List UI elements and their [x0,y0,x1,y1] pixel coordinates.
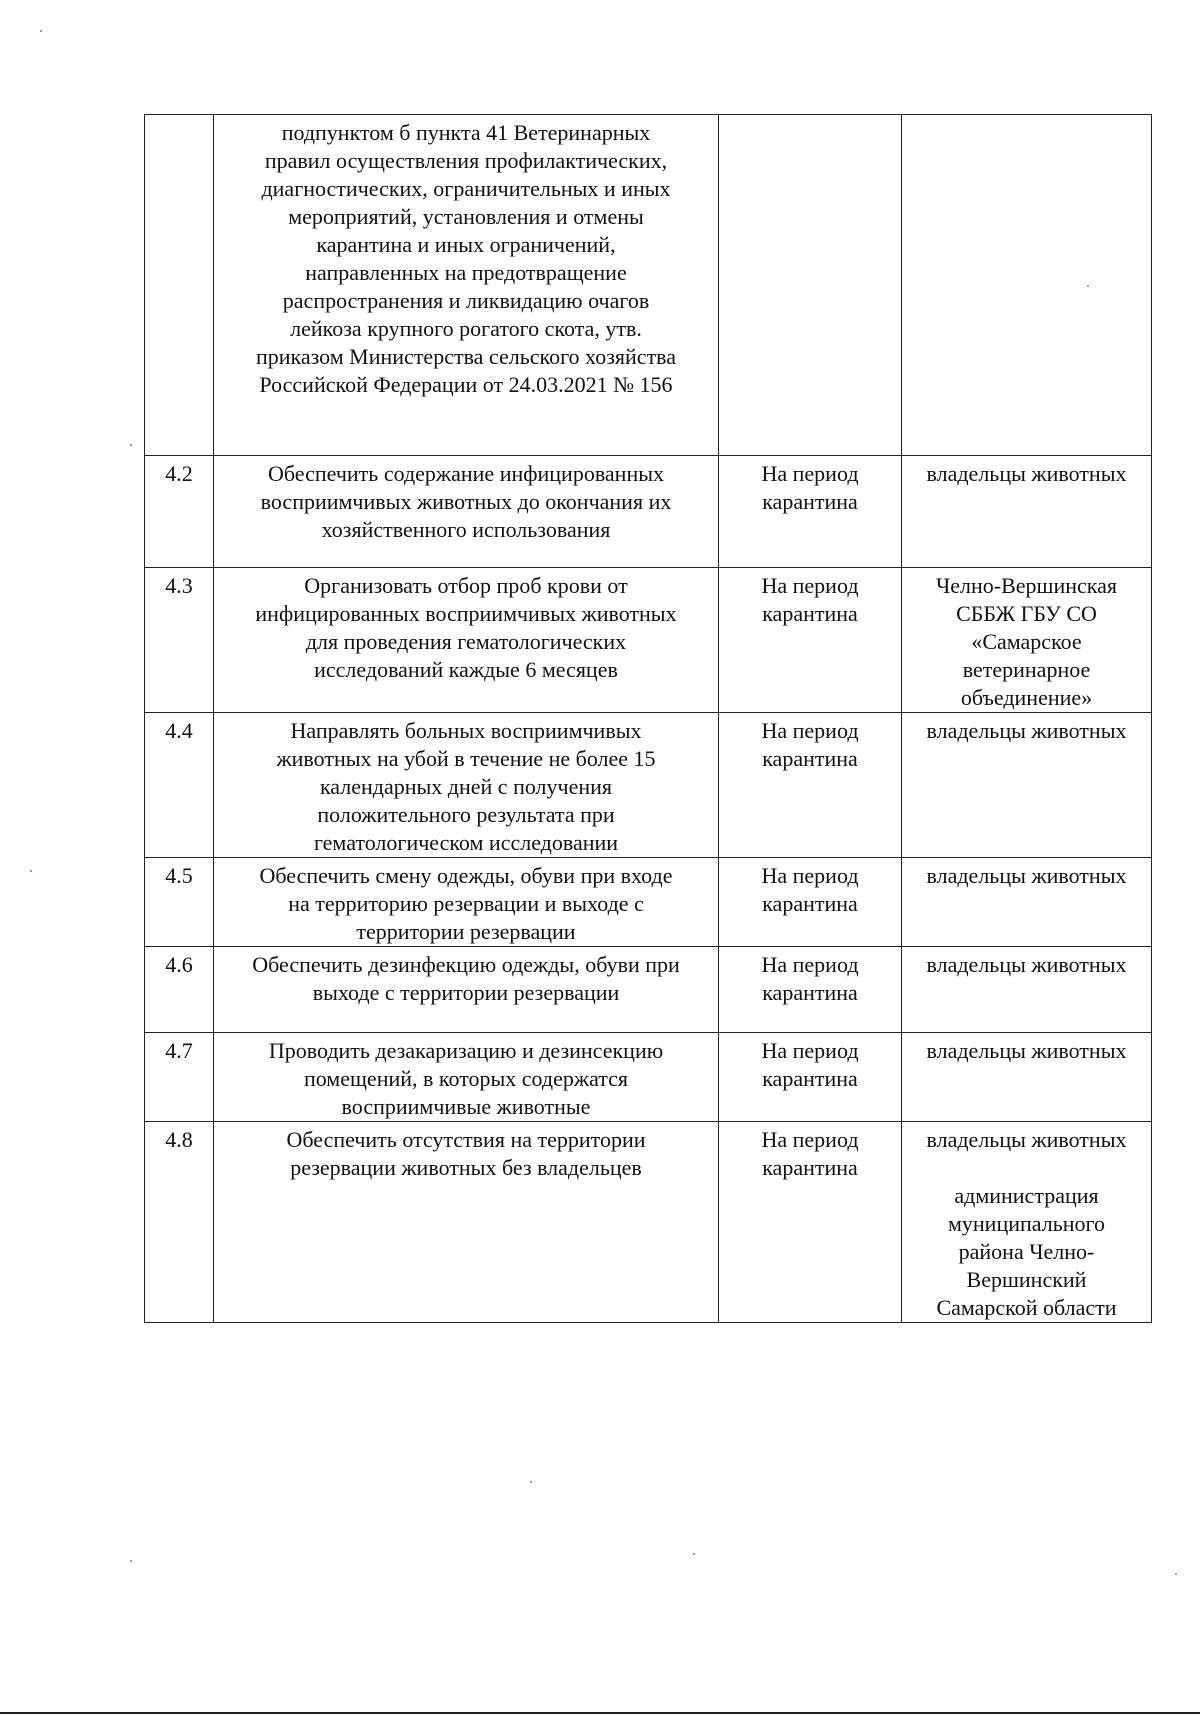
responsible-text: владельцы животных [902,947,1152,1033]
measures-table [144,114,1152,1323]
row-number [145,115,214,456]
scan-speck [130,1560,132,1562]
scan-speck [30,870,32,872]
measure-text: Проводить дезакаризацию и дезинсекцию помещений, в которых содержатся восприимчивые животные [214,1033,719,1122]
responsible-text: владельцы животных [902,713,1152,858]
responsible-text: Челно-Вершинская СББЖ ГБУ СО «Самарское ветеринарное объединение» [902,568,1152,713]
table-row [145,115,1152,456]
row-number: 4.4 [145,713,214,858]
responsible-text: владельцы животных [902,1033,1152,1122]
table-row [145,713,1152,858]
period-text: На период карантина [719,1122,902,1323]
row-number: 4.3 [145,568,214,713]
period-text: На период карантина [719,456,902,568]
row-number: 4.2 [145,456,214,568]
measure-text: Обеспечить отсутствия на территории резервации животных без владельцев [214,1122,719,1323]
measure-text: Обеспечить смену одежды, обуви при входе на территорию резервации и выходе с территории резервации [214,858,719,947]
table-row [145,1122,1152,1323]
row-number: 4.8 [145,1122,214,1323]
responsible-text: владельцы животных [902,858,1152,947]
row-number: 4.7 [145,1033,214,1122]
table-row [145,858,1152,947]
measure-text: Направлять больных восприимчивых животных на убой в течение не более 15 календарных дней с получения положительного результата при гематологическом исследовании [214,713,719,858]
row-number: 4.6 [145,947,214,1033]
period-text: На период карантина [719,1033,902,1122]
table-row [145,1033,1152,1122]
measure-text: Организовать отбор проб крови от инфицированных восприимчивых животных для проведения гематологических исследований каждые 6 месяцев [214,568,719,713]
scan-speck [530,1481,532,1483]
scan-speck [693,1553,695,1555]
scan-speck [1087,285,1089,287]
period-text: На период карантина [719,713,902,858]
period-text: На период карантина [719,858,902,947]
measure-text: Обеспечить содержание инфицированных восприимчивых животных до окончания их хозяйственного использования [214,456,719,568]
measure-text: Обеспечить дезинфекцию одежды, обуви при выходе с территории резервации [214,947,719,1033]
period-text: На период карантина [719,947,902,1033]
scan-speck [40,30,42,32]
scan-speck [1175,1573,1177,1575]
measure-text: подпунктом б пункта 41 Ветеринарных правил осуществления профилактических, диагностических, ограничительных и иных мероприятий, установления и отмены карантина и иных ограничений, направленных на предотвращение распространения и ликвидацию очагов лейкоза крупного рогатого скота, утв. приказом Министерства сельского хозяйства Российской Федерации от 24.03.2021 № 156 [214,115,719,456]
responsible-text: владельцы животных [902,456,1152,568]
period-text [719,115,902,456]
table-row [145,568,1152,713]
responsible-text: владельцы животных администрация муниципального района Челно- Вершинский Самарской области [902,1122,1152,1323]
table-row [145,947,1152,1033]
period-text: На период карантина [719,568,902,713]
table-row [145,456,1152,568]
responsible-text [902,115,1152,456]
row-number: 4.5 [145,858,214,947]
scan-speck [130,444,132,446]
scan-edge-line [0,1712,1200,1714]
